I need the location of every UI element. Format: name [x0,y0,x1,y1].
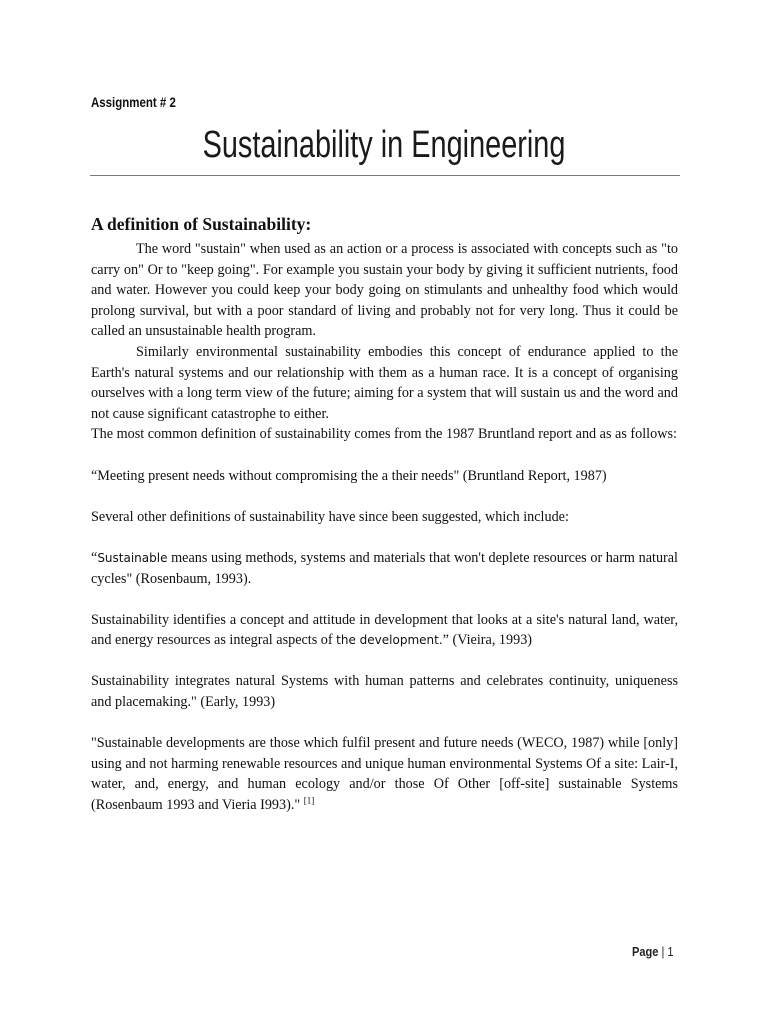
page-label: Page [632,944,659,959]
page-separator: | [658,944,668,959]
page-number: 1 [667,944,674,959]
page-title: Sustainability in Engineering [202,124,566,166]
quote-sans-phrase: the development. [336,633,443,648]
quote-bruntland: “Meeting present needs without compromising the a their needs" (Bruntland Report, 1987) [91,467,607,484]
quote-weco-text: "Sustainable developments are those which fulfil present and future needs (WECO, 1987) while [only] using and not harming renewable resources and unique human environmental Systems Of a site: Lair-I, water, and, energy, and human ecology and/or those Of Other [off-site] sustainable Systems (Rosenbaum 1993 and Vieria I993)." [91,735,678,814]
quote-rest: means using methods, systems and materials that won't deplete resources or harm natural cycles" (Rosenbaum, 1993). [91,549,678,587]
page-footer [632,944,674,959]
document-body [91,212,678,816]
quote-open-mark: “ [91,549,98,566]
assignment-label: Assignment # 2 [91,94,176,110]
quote-weco [91,733,678,815]
quote-end: ” (Vieira, 1993) [442,632,533,649]
paragraph-other-definitions: Several other definitions of sustainability have since been suggested, which include: [91,508,569,525]
quote-early: Sustainability integrates natural Systems with human patterns and celebrates continuity, uniqueness and placemaking." (Early, 1993) [91,673,678,711]
quote-start: Sustainability identifies a concept and attitude in development that looks at a site's natural land, water, and energy resources as integral aspects of [91,611,678,649]
paragraph-common-definition: The most common definition of sustainability comes from the 1987 Bruntland report and as as follows: [91,426,677,443]
section-heading: A definition of Sustainability: [91,214,312,234]
paragraph-environmental-sustainability: Similarly environmental sustainability embodies this concept of endurance applied to the Earth's natural systems and our relationship with them as a human race. It is a concept of organising ourselves with a long term view of the future; aiming for a system that will sustain us and the word and not cause significant catastrophe to either. [91,343,678,422]
quote-vieira [91,610,678,651]
quote-rosenbaum [91,548,678,589]
quote-sans-word: Sustainable [97,550,168,565]
title-divider [90,175,680,176]
footnote-reference: [1] [303,795,315,806]
paragraph-sustain-definition: The word "sustain" when used as an action or a process is associated with concepts such as "to carry on" Or to "keep going". For example you sustain your body by giving it sufficient nutrients, food and water. However you could keep your body going on stimulants and unhealthy food which would prolong survival, but with a poor standard of living and probably not for very long. Thus it could be called an unsustainable health program. [91,241,678,340]
